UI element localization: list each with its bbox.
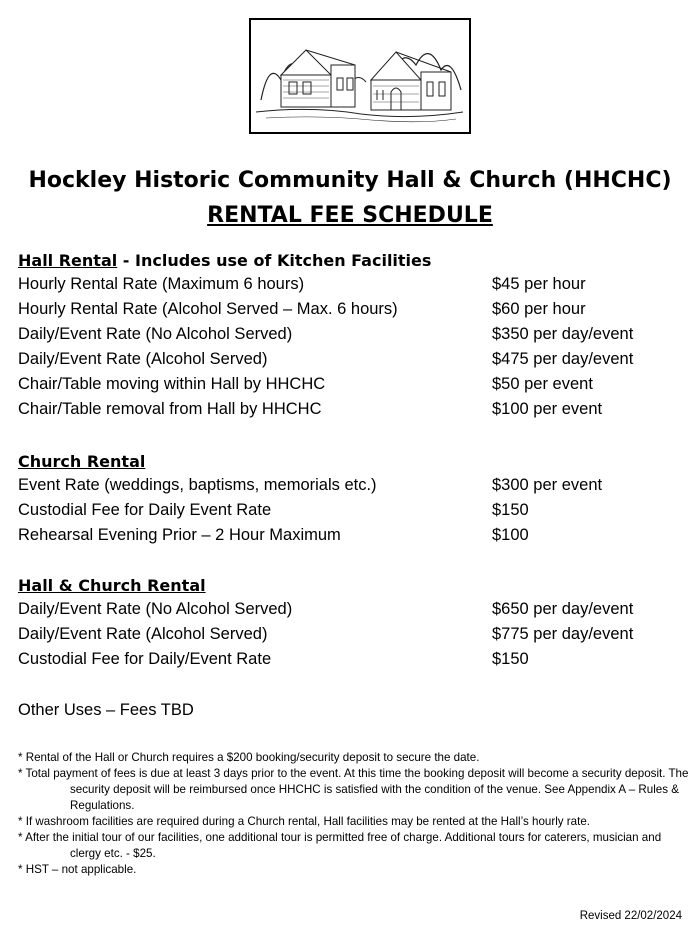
- church-rental-heading: [18, 452, 145, 471]
- fee-label: Rehearsal Evening Prior – 2 Hour Maximum: [18, 526, 341, 544]
- church-rental-heading-label: Church Rental: [18, 452, 146, 471]
- fee-amount: $775 per day/event: [492, 625, 634, 643]
- document-subtitle: RENTAL FEE SCHEDULE: [207, 203, 493, 228]
- fee-label: Daily/Event Rate (No Alcohol Served): [18, 325, 293, 343]
- fee-amount: $100: [492, 526, 529, 544]
- fee-amount: $45 per hour: [492, 275, 586, 293]
- fee-amount: $50 per event: [492, 375, 593, 393]
- fee-row: [18, 476, 688, 500]
- fee-amount: $475 per day/event: [492, 350, 634, 368]
- fee-label: Custodial Fee for Daily/Event Rate: [18, 650, 272, 668]
- hall-church-sketch-logo: [249, 18, 471, 134]
- fee-row: [18, 350, 688, 374]
- other-uses-text: Other Uses – Fees TBD: [18, 701, 194, 719]
- footnotes: [18, 750, 693, 878]
- fee-amount: $150: [492, 501, 529, 519]
- fee-row: [18, 600, 688, 624]
- fee-label: Daily/Event Rate (Alcohol Served): [18, 350, 268, 368]
- fee-label: Event Rate (weddings, baptisms, memorials etc.): [18, 476, 377, 494]
- hall-church-rental-heading: [18, 576, 206, 595]
- fee-amount: $100 per event: [492, 400, 603, 418]
- footnote: * Rental of the Hall or Church requires a $200 booking/security deposit to secure the date.: [18, 751, 480, 764]
- fee-row: [18, 375, 688, 399]
- fee-amount: $650 per day/event: [492, 600, 634, 618]
- fee-amount: $350 per day/event: [492, 325, 634, 343]
- fee-row: [18, 275, 688, 299]
- fee-row: [18, 650, 688, 674]
- fee-label: Hourly Rental Rate (Maximum 6 hours): [18, 275, 305, 293]
- hall-rental-heading-suffix: - Includes use of Kitchen Facilities: [117, 251, 432, 270]
- fee-label: Hourly Rental Rate (Alcohol Served – Max. 6 hours): [18, 300, 398, 318]
- footnote: * If washroom facilities are required during a Church rental, Hall facilities may be rented at the Hall’s hourly rate.: [18, 815, 591, 828]
- fee-row: [18, 325, 688, 349]
- fee-row: [18, 300, 688, 324]
- fee-label: Chair/Table removal from Hall by HHCHC: [18, 400, 322, 418]
- fee-row: [18, 400, 688, 424]
- hall-church-sketch-icon: [251, 20, 469, 132]
- footnote: * After the initial tour of our facilities, one additional tour is permitted free of charge. Additional tours for caterers, musician and clergy etc. - $25.: [18, 831, 662, 860]
- footnote: * HST – not applicable.: [18, 863, 137, 876]
- fee-row: [18, 501, 688, 525]
- hall-rental-heading: [18, 251, 431, 270]
- hall-rental-heading-label: Hall Rental: [18, 251, 118, 270]
- fee-label: Daily/Event Rate (Alcohol Served): [18, 625, 268, 643]
- fee-row: [18, 625, 688, 649]
- fee-label: Daily/Event Rate (No Alcohol Served): [18, 600, 293, 618]
- fee-row: [18, 526, 688, 550]
- hall-church-rental-heading-label: Hall & Church Rental: [18, 576, 206, 595]
- fee-amount: $150: [492, 650, 529, 668]
- revised-date: Revised 22/02/2024: [579, 910, 682, 922]
- fee-amount: $300 per event: [492, 476, 603, 494]
- fee-amount: $60 per hour: [492, 300, 586, 318]
- fee-label: Custodial Fee for Daily Event Rate: [18, 501, 272, 519]
- fee-label: Chair/Table moving within Hall by HHCHC: [18, 375, 326, 393]
- document-title: Hockley Historic Community Hall & Church (HHCHC): [28, 168, 672, 193]
- footnote: * Total payment of fees is due at least 3 days prior to the event. At this time the booking deposit will become a security deposit. The security deposit will be reimbursed once HHCHC is satisfied with the condition of the venue. See Appendix A – Rules & Regulations.: [18, 767, 689, 812]
